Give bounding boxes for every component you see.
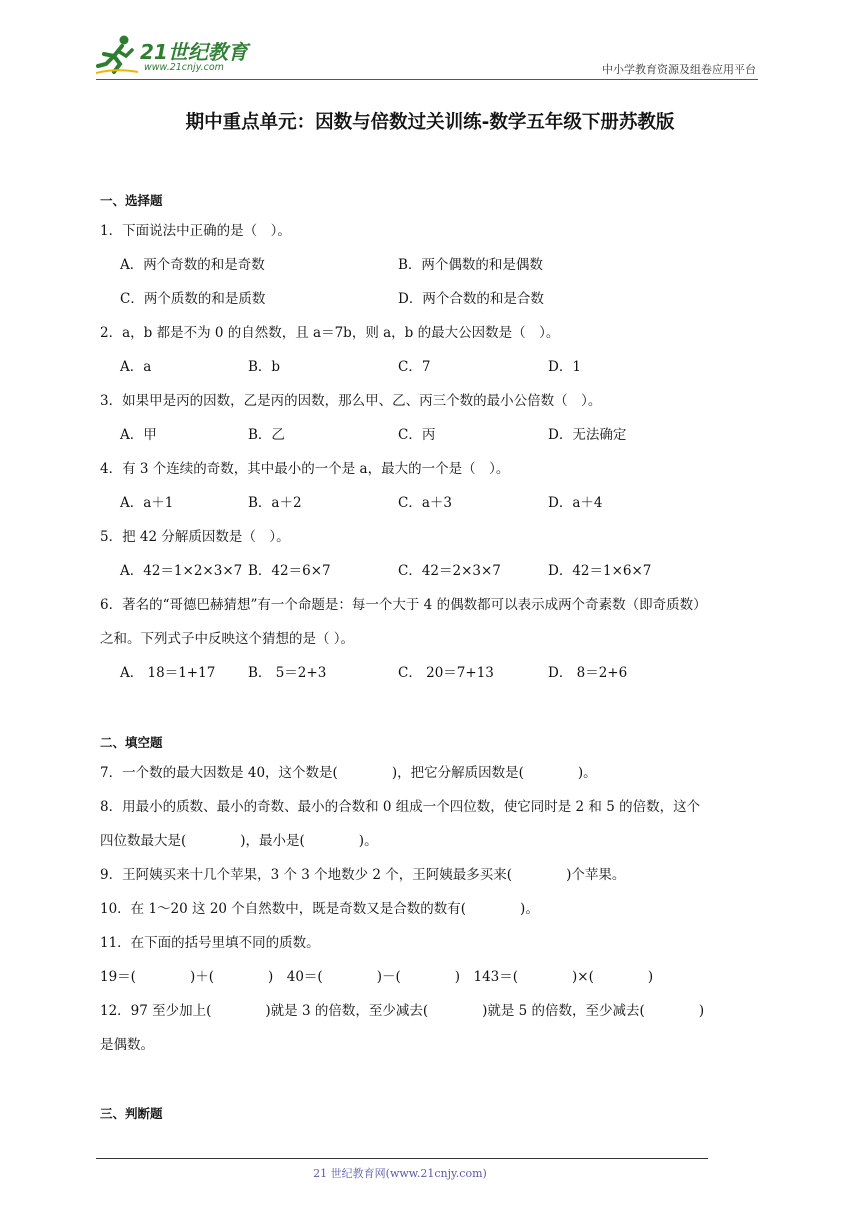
- question-6-stem-line2: 之和。下列式子中反映这个猜想的是（ ）。: [100, 631, 355, 647]
- question-4-stem: 4．有 3 个连续的奇数，其中最小的一个是 a，最大的一个是（ ）。: [100, 461, 510, 477]
- site-logo[interactable]: [96, 28, 266, 78]
- platform-name: 中小学教育资源及组卷应用平台: [602, 63, 756, 76]
- q2-option-a[interactable]: A．a: [120, 359, 152, 375]
- question-8-line1: 8．用最小的质数、最小的奇数、最小的合数和 0 组成一个四位数，使它同时是 2 和 5 的倍数，这个: [100, 799, 701, 815]
- q1-option-d[interactable]: D．两个合数的和是合数: [398, 291, 544, 307]
- q1-option-a[interactable]: A．两个奇数的和是奇数: [120, 257, 265, 273]
- logo-url: www.21cnjy.com: [144, 62, 224, 73]
- question-11-equations: 19＝( )＋( ) 40＝( )－( ) 143＝( )×( ): [100, 969, 654, 985]
- question-8-line2: 四位数最大是( )，最小是( )。: [100, 833, 378, 849]
- q2-option-c[interactable]: C．7: [398, 359, 431, 375]
- q5-option-b[interactable]: B．42＝6×7: [248, 563, 331, 579]
- question-1-stem: 1．下面说法中正确的是（ ）。: [100, 223, 291, 239]
- question-9: 9．王阿姨买来十几个苹果，3 个 3 个地数少 2 个，王阿姨最多买来( )个苹果。: [100, 867, 626, 883]
- section-heading-judge: 三、判断题: [100, 1106, 163, 1121]
- question-3-stem: 3．如果甲是丙的因数，乙是丙的因数，那么甲、乙、丙三个数的最小公倍数（ ）。: [100, 393, 602, 409]
- q6-option-a[interactable]: A． 18＝1+17: [120, 665, 216, 681]
- logo-title: 21世纪教育: [140, 40, 248, 64]
- question-12-line2: 是偶数。: [100, 1037, 154, 1053]
- q1-option-b[interactable]: B．两个偶数的和是偶数: [398, 257, 543, 273]
- q4-option-d[interactable]: D．a＋4: [548, 495, 603, 511]
- question-5-stem: 5．把 42 分解质因数是（ ）。: [100, 529, 290, 545]
- header-divider: [96, 79, 758, 80]
- q6-option-c[interactable]: C． 20＝7+13: [398, 665, 494, 681]
- q3-option-b[interactable]: B．乙: [248, 427, 285, 443]
- q2-option-d[interactable]: D．1: [548, 359, 581, 375]
- q4-option-a[interactable]: A．a＋1: [120, 495, 174, 511]
- question-12-line1: 12．97 至少加上( )就是 3 的倍数，至少减去( )就是 5 的倍数，至少减去( ): [100, 1003, 705, 1019]
- q5-option-c[interactable]: C．42＝2×3×7: [398, 563, 501, 579]
- page-header: [96, 28, 756, 80]
- section-heading-fill: 二、填空题: [100, 735, 163, 750]
- q2-option-b[interactable]: B．b: [248, 359, 281, 375]
- q5-option-a[interactable]: A．42＝1×2×3×7: [120, 563, 243, 579]
- q3-option-c[interactable]: C．丙: [398, 427, 436, 443]
- q6-option-b[interactable]: B． 5＝2+3: [248, 665, 327, 681]
- q3-option-d[interactable]: D．无法确定: [548, 427, 627, 443]
- q1-option-c[interactable]: C．两个质数的和是质数: [120, 291, 266, 307]
- q5-option-d[interactable]: D．42＝1×6×7: [548, 563, 652, 579]
- question-11-stem: 11．在下面的括号里填不同的质数。: [100, 935, 320, 951]
- runner-icon: [96, 32, 140, 76]
- q4-option-c[interactable]: C．a＋3: [398, 495, 452, 511]
- question-6-stem-line1: 6．著名的“哥德巴赫猜想”有一个命题是：每一个大于 4 的偶数都可以表示成两个奇素数（即奇质数）: [100, 597, 707, 613]
- footer-divider: [96, 1158, 708, 1159]
- footer-link[interactable]: 21 世纪教育网(www.21cnjy.com): [313, 1167, 487, 1180]
- q3-option-a[interactable]: A．甲: [120, 427, 157, 443]
- section-heading-choice: 一、选择题: [100, 193, 163, 208]
- q6-option-d[interactable]: D． 8＝2+6: [548, 665, 628, 681]
- q4-option-b[interactable]: B．a＋2: [248, 495, 302, 511]
- question-10: 10．在 1～20 这 20 个自然数中，既是奇数又是合数的数有( )。: [100, 901, 539, 917]
- page-title: 期中重点单元：因数与倍数过关训练-数学五年级下册苏教版: [185, 112, 675, 133]
- question-7: 7．一个数的最大因数是 40，这个数是( )，把它分解质因数是( )。: [100, 765, 597, 781]
- question-2-stem: 2．a，b 都是不为 0 的自然数，且 a＝7b，则 a，b 的最大公因数是（ ）。: [100, 325, 560, 341]
